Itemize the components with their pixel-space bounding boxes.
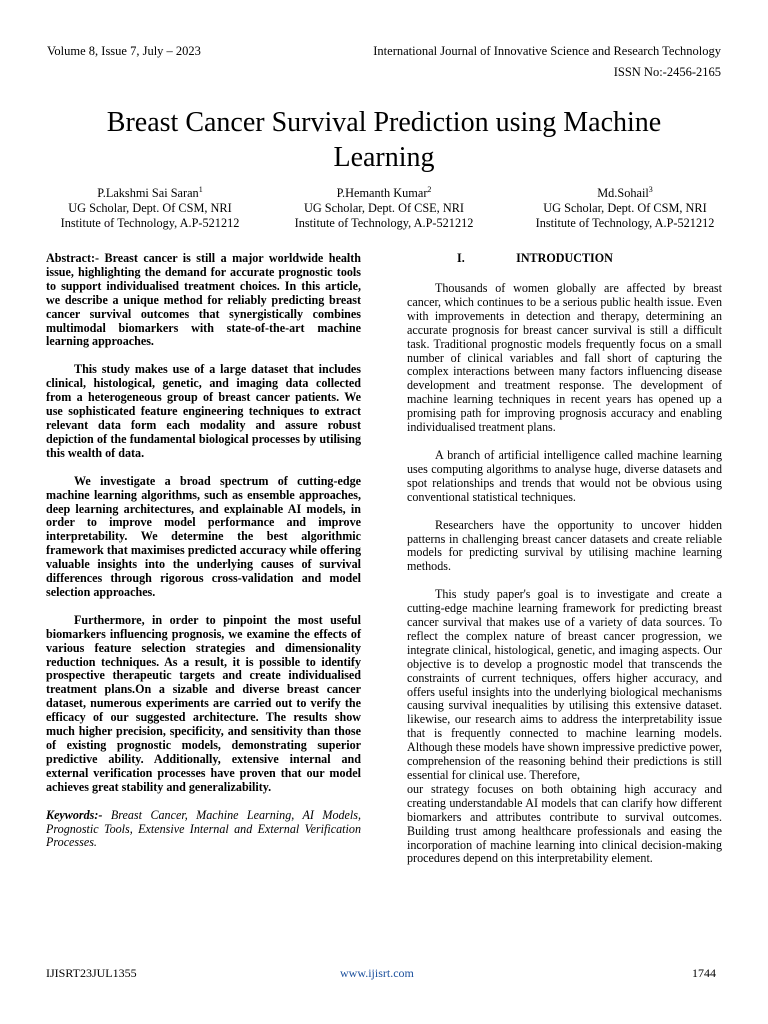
intro-paragraph-2: A branch of artificial intelligence called machine learning uses computing algorithms to analyse huge, diverse datasets and spot relationships and trends that would not be obvious using conventional statistical techniques.: [407, 447, 722, 504]
author-name: Md.Sohail: [597, 186, 649, 201]
left-column: [46, 252, 361, 864]
abstract-paragraph-1: Abstract:- Breast cancer is still a major worldwide health issue, highlighting the demand for accurate prognostic tools to support individualised treatment choices. In this article, we describe a unique method for reliably predicting breast cancer survival outcomes that synergistically combines multimodal biomarkers with state-of-the-art machine learning approaches.: [46, 251, 361, 349]
keywords-text: Breast Cancer, Machine Learning, AI Models, Prognostic Tools, Extensive Internal and External Verification Processes.: [46, 807, 361, 850]
footer-url[interactable]: www.ijisrt.com: [340, 966, 414, 980]
author-block-3: [505, 182, 745, 231]
author-institute: Institute of Technology, A.P-521212: [535, 216, 715, 231]
author-superscript: 1: [198, 185, 203, 194]
author-role: UG Scholar, Dept. Of CSM, NRI: [543, 201, 707, 216]
author-block-2: [264, 182, 504, 231]
keywords: [46, 809, 361, 851]
intro-paragraph-1: Thousands of women globally are affected by breast cancer, which continues to be a serious public health issue. Even with improvements in detection and therapy, determining an accurate prognosis for breast cancer survival is still a difficult task. Traditional prognostic models frequently focus on a small number of clinical variables and fall short of capturing the complex interactions between many factors influencing disease development and treatment response. The development of machine learning techniques in recent years has opened up a promising path for improving prognosis accuracy and enabling individualised treatment plans.: [407, 281, 722, 435]
abstract-paragraph-4: Furthermore, in order to pinpoint the most useful biomarkers influencing prognosis, we examine the effects of various feature selection strategies and dimensionality reduction techniques. As a result, it is possible to identify prospective therapeutic targets and create individualised treatment plans.On a sizable and diverse breast cancer dataset, numerous experiments are carried out to verify the efficacy of our suggested architecture. The results show much higher precision, specificity, and sensitivity than those of existing prognostic models, demonstrating superior predictive ability. Additionally, extensive internal and external verification processes have proven that our model achieves great stability and generalizability.: [46, 612, 361, 794]
footer-article-id: IJISRT23JUL1355: [46, 966, 137, 980]
abstract-paragraph-3: We investigate a broad spectrum of cutting-edge machine learning algorithms, such as ensemble approaches, deep learning architectures, and explainable AI models, in order to improve model performance and improve interpretability. We determine the best algorithmic framework that maximises predicted accuracy while offering valuable insights into the underlying causes of survival differences through rigorous cross-validation and model selection approaches.: [46, 473, 361, 599]
paper-title: Breast Cancer Survival Prediction using Machine Learning: [106, 106, 662, 173]
intro-paragraph-3: Researchers have the opportunity to uncover hidden patterns in challenging breast cancer datasets and create reliable models for predicting survival by utilising machine learning methods.: [407, 517, 722, 574]
author-role: UG Scholar, Dept. Of CSE, NRI: [303, 201, 465, 216]
author-institute: Institute of Technology, A.P-521212: [294, 216, 474, 231]
author-superscript: 2: [427, 185, 432, 194]
section-heading: [407, 252, 722, 266]
author-block-1: [30, 182, 270, 231]
page-number: 1744: [692, 966, 716, 980]
author-name: P.Hemanth Kumar: [336, 186, 428, 201]
section-number: I.: [457, 251, 465, 265]
intro-paragraph-4: This study paper's goal is to investigate and create a cutting-edge machine learning framework for predicting breast cancer survival that makes use of a variety of data sources. To reflect the complex nature of breast cancer progression, we integrate clinical, histological, genetic, and imaging aspects. Our objective is to develop a prognostic model that transcends the constraints of current techniques, offers higher accuracy, and offers useful insights into the underlying biological mechanisms causing survival inequalities by utilising this extensive dataset. likewise, our research aims to address the interpretability issue that is frequently connected to machine learning models. Although these models have shown impressive predictive power, comprehension of the reasoning behind their predictions is still essential for clinical use. Therefore,: [407, 587, 722, 782]
author-name: P.Lakshmi Sai Saran: [97, 186, 199, 201]
author-superscript: 3: [648, 185, 653, 194]
section-title: INTRODUCTION: [516, 251, 613, 265]
author-institute: Institute of Technology, A.P-521212: [60, 216, 240, 231]
author-role: UG Scholar, Dept. Of CSM, NRI: [68, 201, 232, 216]
right-column: [407, 252, 722, 880]
issn: ISSN No:-2456-2165: [613, 65, 721, 79]
abstract-paragraph-2: This study makes use of a large dataset that includes clinical, histological, genetic, and imaging data collected from a heterogeneous group of breast cancer patients. We use sophisticated feature engineering techniques to extract relevant data form each modality and assure robust depiction of the fundamental biological processes by utilising this wealth of data.: [46, 362, 361, 460]
intro-paragraph-5: our strategy focuses on both obtaining high accuracy and creating understandable AI models that can clarify how different biomarkers and attributes contribute to survival outcomes. Building trust among healthcare professionals and easing the incorporation of machine learning into clinical decision-making procedures depend on this interpretability element.: [407, 781, 722, 866]
volume-issue: Volume 8, Issue 7, July – 2023: [47, 44, 201, 58]
journal-name: International Journal of Innovative Science and Research Technology: [373, 44, 721, 58]
keywords-label: Keywords:-: [46, 807, 103, 822]
